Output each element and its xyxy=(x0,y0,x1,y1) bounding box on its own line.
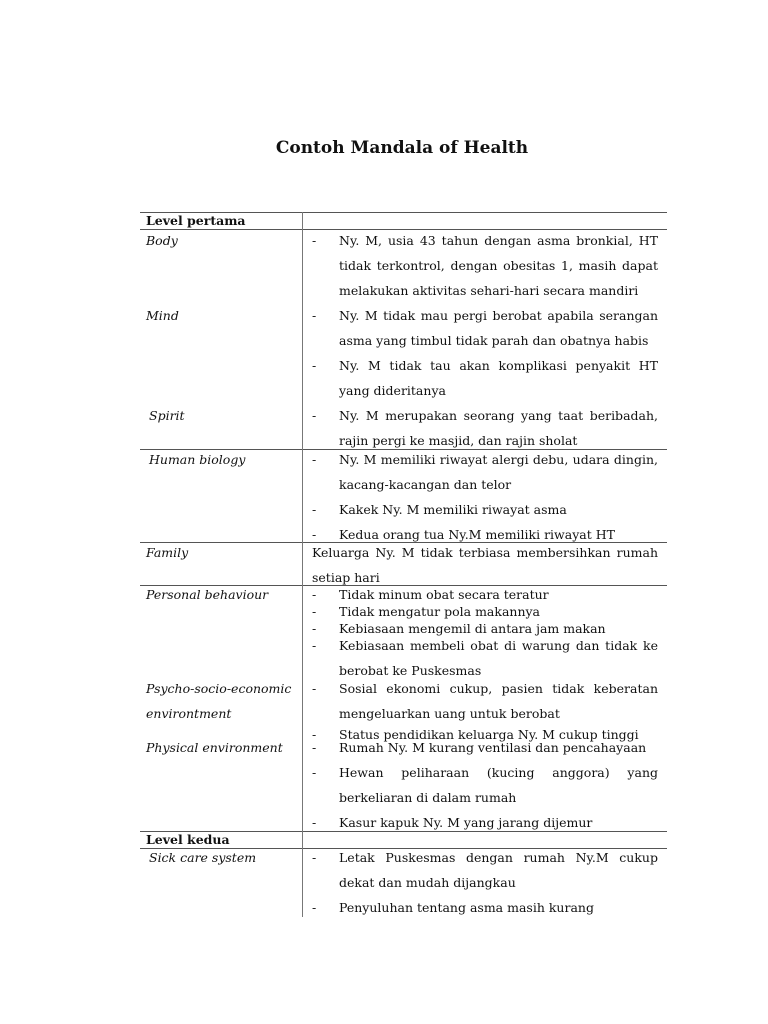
row-content xyxy=(312,403,658,453)
list-item: - Rumah Ny. M kurang ventilasi dan pencahayaan xyxy=(312,740,647,755)
list-item: - Status pendidikan keluarga Ny. M cukup tinggi xyxy=(312,727,639,742)
list-item: - Kebiasaan mengemil di antara jam makan xyxy=(312,621,606,636)
row-content xyxy=(312,228,658,303)
row-label: Family xyxy=(146,545,189,560)
list-item: - Kasur kapuk Ny. M yang jarang dijemur xyxy=(312,815,593,830)
row-label: Spirit xyxy=(149,408,185,423)
list-item: - Ny. M, usia 43 tahun dengan asma bronkial, HT tidak terkontrol, dengan obesitas 1, masih dapat melakukan aktivitas sehari-hari secara mandiri xyxy=(312,233,658,298)
list-item: - Kebiasaan membeli obat di warung dan tidak ke berobat ke Puskesmas xyxy=(312,638,658,678)
row-label: Personal behaviour xyxy=(146,587,269,602)
row-content xyxy=(312,845,658,920)
row-label: Mind xyxy=(146,308,179,323)
row-content xyxy=(312,303,658,403)
row-content xyxy=(312,735,658,835)
row-text: Keluarga Ny. M tidak terbiasa membersihkan rumah setiap hari xyxy=(312,545,658,585)
list-item: - Ny. M tidak mau pergi berobat apabila serangan asma yang timbul tidak parah dan obatnya habis xyxy=(312,308,658,348)
list-item: - Kedua orang tua Ny.M memiliki riwayat HT xyxy=(312,527,615,542)
list-item: - Sosial ekonomi cukup, pasien tidak keberatan mengeluarkan uang untuk berobat xyxy=(312,681,658,721)
row-content xyxy=(312,586,658,683)
row-content xyxy=(312,540,658,590)
row-label: Psycho-socio-economic environtment xyxy=(146,681,292,721)
row-label: Sick care system xyxy=(149,850,257,865)
row-label: Physical environment xyxy=(146,740,283,755)
row-label: Body xyxy=(146,233,178,248)
level-heading: Level kedua xyxy=(146,832,230,847)
list-item: - Letak Puskesmas dengan rumah Ny.M cukup dekat dan mudah dijangkau xyxy=(312,850,658,890)
list-item: - Ny. M tidak tau akan komplikasi penyakit HT yang dideritanya xyxy=(312,358,658,398)
list-item: - Ny. M merupakan seorang yang taat beribadah, rajin pergi ke masjid, dan rajin sholat xyxy=(312,408,658,448)
row-content xyxy=(312,676,658,743)
list-item: - Penyuluhan tentang asma masih kurang xyxy=(312,900,594,915)
list-item: - Ny. M memiliki riwayat alergi debu, udara dingin, kacang-kacangan dan telor xyxy=(312,452,658,492)
list-item: - Kakek Ny. M memiliki riwayat asma xyxy=(312,502,567,517)
level-heading: Level pertama xyxy=(146,213,246,228)
list-item: - Tidak minum obat secara teratur xyxy=(312,587,549,602)
row-label: Human biology xyxy=(149,452,246,467)
page-title: Contoh Mandala of Health xyxy=(275,138,529,158)
column-divider xyxy=(302,212,303,917)
row-content xyxy=(312,447,658,547)
list-item: - Hewan peliharaan (kucing anggora) yang berkeliaran di dalam rumah xyxy=(312,765,658,805)
mandala-table xyxy=(140,212,667,917)
list-item: - Tidak mengatur pola makannya xyxy=(312,604,541,619)
